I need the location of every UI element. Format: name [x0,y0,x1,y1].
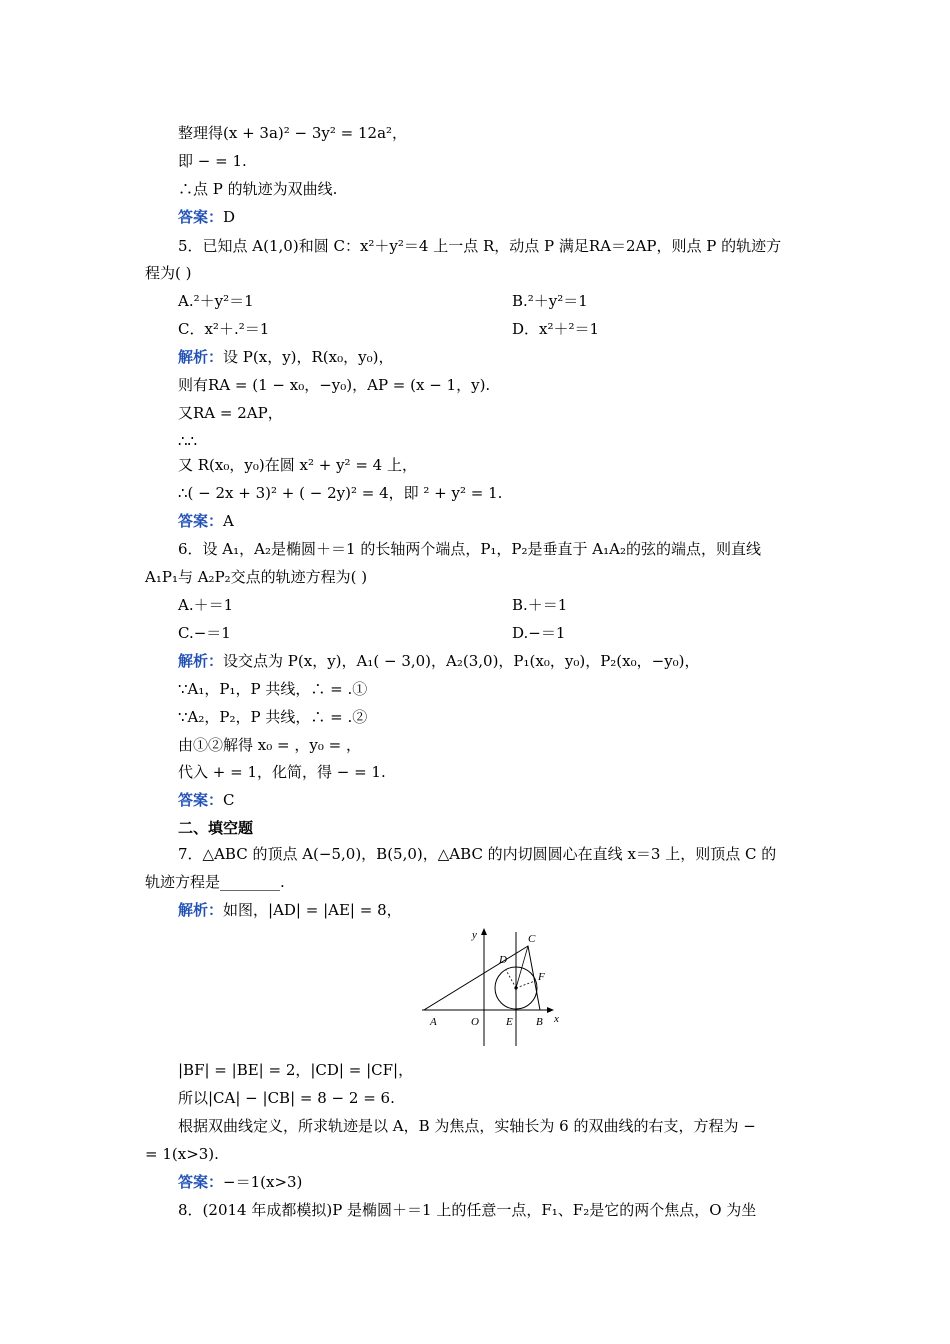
answer-line [178,790,235,810]
solution-text: 设交点为 P(x，y)，A₁( − 3,0)，A₂(3,0)，P₁(x₀，y₀)，P₂(x₀，−y₀)， [223,652,700,670]
option-d: D.−＝1 [512,624,566,642]
question-5-stem-cont: 程为( ) [145,264,192,282]
answer-line [178,207,235,227]
text-line: ∴点 P 的轨迹为双曲线. [178,180,338,198]
answer-line [178,511,234,531]
answer-value: −＝1(x>3) [223,1173,303,1191]
solution-line: 代入 + = 1，化简，得 − = 1. [178,763,386,781]
radius-to-f [516,981,535,988]
solution-line [178,347,393,367]
solution-line: ∴( − 2x + 3)² + ( − 2y)² = 4，即 ² + y² = 1. [178,484,503,502]
label-b: B [536,1016,543,1028]
solution-line: ∴∴ [178,432,198,450]
text-line: 即 − = 1. [178,152,247,170]
solution-text: 如图，|AD| = |AE| = 8， [223,901,402,919]
solution-text: 设 P(x，y)，R(x₀，y₀)， [223,348,394,366]
solution-label: 解析： [178,901,224,919]
option-b: B.²＋y²＝1 [512,292,588,310]
answer-value: D [223,208,236,226]
solution-line: 所以|CA| − |CB| = 8 − 2 = 6. [178,1089,395,1107]
answer-label: 答案： [178,512,224,530]
option-b: B.＋＝1 [512,596,568,614]
label-d: D [499,954,507,966]
solution-line: ∵A₁，P₁，P 共线，∴ = .① [178,680,368,698]
label-e: E [506,1016,513,1028]
solution-line: 根据双曲线定义，所求轨迹是以 A，B 为焦点，实轴长为 6 的双曲线的右支，方程为 − [178,1117,756,1135]
solution-line: 又 R(x₀，y₀)在圆 x² + y² = 4 上， [178,456,417,474]
x-axis-arrow [547,1007,554,1013]
label-a: A [430,1016,437,1028]
solution-line: 则有RA = (1 − x₀，−y₀)，AP = (x − 1，y). [178,376,491,394]
answer-line [178,1172,302,1192]
text-line: 整理得(x + 3a)² − 3y² = 12a²， [178,124,408,142]
solution-line: 由①②解得 x₀ = ，y₀ = ， [178,736,361,754]
solution-line: = 1(x>3). [145,1145,219,1163]
label-o: O [471,1016,479,1028]
solution-label: 解析： [178,652,224,670]
radius-to-d [506,970,516,988]
y-axis-arrow [481,928,487,935]
option-c: C.−＝1 [178,624,231,642]
option-a: A.²＋y²＝1 [178,292,254,310]
triangle-abc [424,946,540,1010]
section-heading: 二、填空题 [178,819,254,837]
label-f: F [538,971,545,983]
question-7-stem-cont: 轨迹方程是________. [145,873,285,891]
answer-value: A [223,512,234,530]
incircle-figure [418,926,568,1048]
label-y: y [472,929,477,941]
answer-label: 答案： [178,1173,224,1191]
solution-label: 解析： [178,348,224,366]
solution-line: 又RA = 2AP， [178,404,283,422]
answer-label: 答案： [178,791,224,809]
question-8-stem: 8．(2014 年成都模拟)P 是椭圆＋＝1 上的任意一点，F₁、F₂是它的两个焦点，O 为坐 [178,1201,757,1219]
label-x: x [554,1013,559,1025]
solution-line: |BF| = |BE| = 2，|CD| = |CF|， [178,1061,414,1079]
answer-label: 答案： [178,208,224,226]
option-d: D．x²＋²＝1 [512,320,600,338]
question-7-stem: 7．△ABC 的顶点 A(−5,0)，B(5,0)，△ABC 的内切圆圆心在直线 x＝3 上，则顶点 C 的 [178,845,777,863]
question-6-stem-cont: A₁P₁与 A₂P₂交点的轨迹方程为( ) [145,568,368,586]
question-5-stem: 5．已知点 A(1,0)和圆 C：x²＋y²＝4 上一点 R，动点 P 满足RA＝2AP，则点 P 的轨迹方 [178,237,782,255]
option-a: A.＋＝1 [178,596,234,614]
solution-line [178,651,700,671]
solution-line [178,900,402,920]
solution-line: ∵A₂，P₂，P 共线，∴ = .② [178,708,368,726]
question-6-stem: 6．设 A₁，A₂是椭圆＋＝1 的长轴两个端点，P₁，P₂是垂直于 A₁A₂的弦的端点，则直线 [178,540,761,558]
answer-value: C [223,791,235,809]
label-c: C [528,933,536,945]
option-c: C．x²＋.²＝1 [178,320,270,338]
